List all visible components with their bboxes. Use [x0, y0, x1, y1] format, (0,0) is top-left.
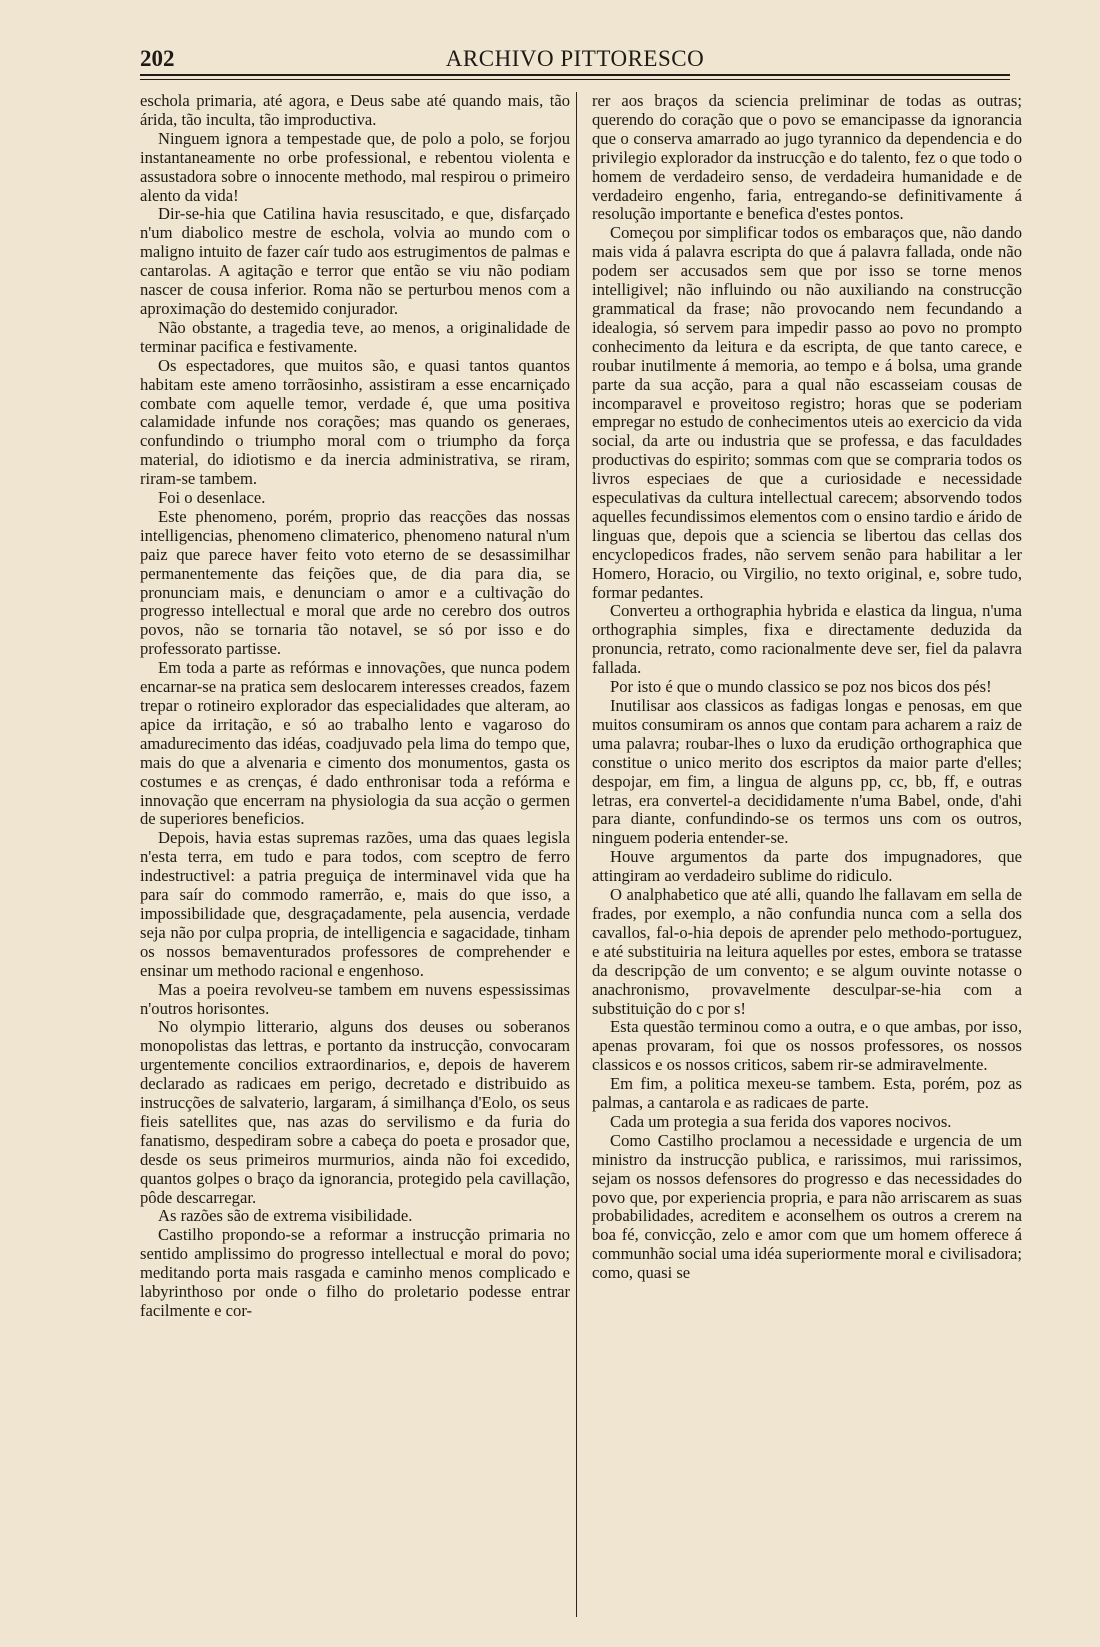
paragraph: No olympio litterario, alguns dos deuses ou soberanos monopolistas das lettras, e portanto da instrucção, convocaram urgentemente concilios extraordinarios, e, depois de haverem declarado as radicaes em perigo, decretado e distribuido as instrucções de salvaterio, largaram, á similhança d'Eolo, os seus fieis satellites que, nas azas do servilismo e da furia do fanatismo, despediram sobre a cabeça do poeta e prosador que, desde os seus primeiros murmurios, ainda não foi excedido, quantos golpes o braço da ignorancia, protegido pela cavillação, pôde descarregar. [140, 1017, 570, 1207]
page-header [140, 44, 1010, 78]
paragraph: Foi o desenlace. [158, 488, 266, 508]
paragraph: Cada um protegia a sua ferida dos vapores nocivos. [610, 1111, 952, 1131]
paragraph: Depois, havia estas supremas razões, uma das quaes legisla n'esta terra, em tudo e para todos, com sceptro de ferro indestructivel: a patria preguiça de interminavel vida que ha para saír do commodo ramerrão, e, mais do que isso, a impossibilidade que, desgraçadamente, pela ausencia, verdade seja não por culpa propria, de intelligencia e sagacidade, tinham os nossos bemaventurados professores de comprehender e ensinar um methodo racional e engenhoso. [140, 828, 570, 980]
paragraph: Em toda a parte as refórmas e innovações, que nunca podem encarnar-se na pratica sem deslocarem interesses creados, fazem trepar o rotineiro explorador das especialidades que alteram, ao apice da irritação, e só ao trabalho lento e vagaroso do amadurecimento das idéas, coadjuvado pela lima do tempo que, mais do que a alvenaria e cimento dos monumentos, gasta os costumes e as crenças, é dado enthronisar toda a refórma e innovação que encerram na physiologia da sua acção o germen de superiores beneficios. [140, 658, 570, 829]
header-rule [140, 74, 1010, 76]
right-column [592, 92, 1022, 1622]
paragraph: Dir-se-hia que Catilina havia resuscitado, e que, disfarçado n'um diabolico mestre de eschola, volvia ao mundo com o maligno intuito de fazer caír tudo aos estrugimentos de palmas e cantarolas. A agitação e terror que então se viu não podiam nascer de cousa inferior. Roma não se perturbou menos com a aproximação do destemido conjurador. [140, 204, 570, 318]
paragraph: Esta questão terminou como a outra, e o que ambas, por isso, apenas provaram, foi que os nossos professores, os nossos classicos e os nossos criticos, sabem rir-se admiravelmente. [592, 1017, 1022, 1075]
paragraph: rer aos braços da sciencia preliminar de todas as outras; querendo do coração que o povo se emancipasse da ignorancia que o conserva amarrado ao jugo tyrannico da dependencia e do privilegio explorador da instrucção e do talento, fez o que todo o homem de verdadeiro senso, de verdadeira humanidade e de verdadeiro engenho, faria, entregando-se definitivamente á resolução importante e benefica d'estes pontos. [592, 92, 1022, 224]
paragraph: Mas a poeira revolveu-se tambem em nuvens espessissimas n'outros horisontes. [140, 979, 570, 1018]
paragraph: Este phenomeno, porém, proprio das reacções das nossas intelligencias, phenomeno climaterico, phenomeno natural n'um paiz que parece haver feito voto eterno de se desassimilhar permanentemente das feições que, de dia para dia, se pronunciam mais, e denunciam o amor e a cultivação do progresso intellectual e moral que arde no cerebro dos outros povos, não se tornaria tão notavel, se só por isso e do professorato partisse. [140, 506, 570, 659]
left-column [140, 92, 570, 1622]
paragraph: Não obstante, a tragedia teve, ao menos, a originalidade de terminar pacifica e festivamente. [140, 317, 570, 356]
running-title: ARCHIVO PITTORESCO [445, 46, 705, 71]
paragraph: Começou por simplificar todos os embaraços que, não dando mais vida á palavra escripta do que á palavra fallada, onde não podem ser accusados sem que por isso se torne menos intelligivel; não influindo ou não auxiliando na construcção grammatical da frase; não provocando nem fecundando a idealogia, só servem para impedir passo ao povo no prompto conhecimento da leitura e da escripta, de que tanto carece, e roubar inutilmente á memoria, ao tempo e á bolsa, uma grande parte da sua acção, para a qual não escasseiam cousas de incomparavel e proveitoso registro; horas que se poderiam empregar no estudo de conhecimentos uteis ao exercicio da vida social, da arte ou industria que se professa, e das faculdades productivas do espirito; sommas com que se compraria todos os livros especiaes de que a curiosidade e necessidade especulativas da cultura intellectual carecem; absorvendo todos aquelles fecundissimos elementos com o ensino tardio e árido de linguas que, depois que a sciencia se libertou das cellas dos encyclopedicos frades, não servem senão para habilitar a ler Homero, Horacio, ou Virgilio, no texto original, e, sobre tudo, formar pedantes. [592, 223, 1022, 602]
paragraph: Houve argumentos da parte dos impugnadores, que attingiram ao verdadeiro sublime do ridiculo. [592, 847, 1022, 886]
paragraph: Inutilisar aos classicos as fadigas longas e penosas, em que muitos consumiram os annos que contam para acharem a raiz de uma palavra; roubar-lhes o luxo da erudição orthographica que constitue o unico merito dos escriptos da maior parte d'elles; despojar, em fim, a lingua de alguns pp, cc, bb, ff, e outras letras, era convertel-a decididamente n'uma Babel, onde, d'ahi para diante, confundindo-se os termos uns com os outros, ninguem poderia entender-se. [592, 696, 1022, 848]
header-rule-thin [140, 79, 1010, 80]
paragraph: Como Castilho proclamou a necessidade e urgencia de um ministro da instrucção publica, e rarissimos, mui rarissimos, sejam os nossos defensores do progresso e das necessidades do povo que, por experiencia propria, e para não arriscarem as suas probabilidades, acreditem e aconselhem os outros a crerem na boa fé, convicção, zelo e amor com que um homem offerece á communhão social uma idéa superiormente moral e civilisadora; como, quasi se [592, 1130, 1022, 1283]
paragraph: Em fim, a politica mexeu-se tambem. Esta, porém, poz as palmas, a cantarola e as radicaes de parte. [592, 1074, 1022, 1113]
paragraph: Castilho propondo-se a reformar a instrucção primaria no sentido amplissimo do progresso intellectual e moral do povo; meditando porta mais rasgada e caminho menos complicado e labyrinthoso por onde o filho do proletario podesse entrar facilmente e cor- [140, 1225, 570, 1320]
paragraph: Os espectadores, que muitos são, e quasi tantos quantos habitam este ameno torrãosinho, assistiram a esse encarniçado combate com aquelle temor, verdade é, que uma positiva calamidade infunde nos corações; mas quando os generaes, confundindo o triumpho moral com o triumpho da força material, do idiotismo e da inercia administrativa, se riram, riram-se tambem. [140, 355, 570, 489]
paragraph: Ninguem ignora a tempestade que, de polo a polo, se forjou instantaneamente no orbe professional, e rebentou violenta e assustadora sobre o innocente methodo, mal respirou o primeiro alento da vida! [140, 128, 570, 205]
paragraph: O analphabetico que até alli, quando lhe fallavam em sella de frades, por exemplo, a não confundia nunca com a sella dos cavallos, fal-o-hia depois de aprender pelo methodo-portuguez, e até substituiria na leitura aquelles por estes, embora se tratasse da descripção de um convento; e se algum ouvinte notasse o anachronismo, provavelmente desculpar-se-hia com a substituição do c por s! [592, 885, 1022, 1018]
column-divider [576, 92, 577, 1617]
paragraph: Por isto é que o mundo classico se poz nos bicos dos pés! [610, 677, 992, 697]
paragraph: Converteu a orthographia hybrida e elastica da lingua, n'uma orthographia simples, fixa e directamente deduzida da pronuncia, retrato, como racionalmente deve ser, fiel da palavra fallada. [592, 601, 1022, 678]
paragraph: eschola primaria, até agora, e Deus sabe até quando mais, tão árida, tão inculta, tão improductiva. [140, 92, 570, 129]
page-number: 202 [140, 46, 175, 71]
paragraph: As razões são de extrema visibilidade. [158, 1206, 413, 1226]
